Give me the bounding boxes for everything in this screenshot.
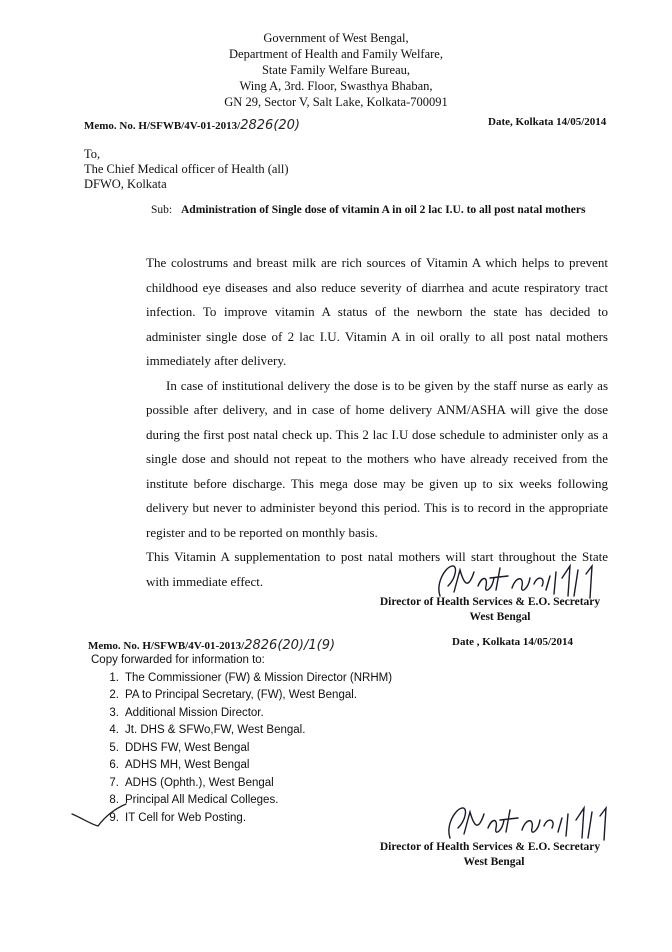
letterhead-line-1: Government of West Bengal, bbox=[263, 31, 409, 45]
copy-list-item: 7. ADHS (Ophth.), West Bengal bbox=[109, 776, 274, 789]
signature-2 bbox=[370, 840, 610, 870]
copy-list-item: 5. DDHS FW, West Bengal bbox=[109, 741, 250, 754]
subject bbox=[151, 202, 591, 218]
check-mark-icon bbox=[70, 800, 130, 830]
copy-list-item: 9. IT Cell for Web Posting. bbox=[109, 811, 247, 824]
letterhead-line-5: GN 29, Sector V, Salt Lake, Kolkata-700091 bbox=[224, 95, 448, 109]
addressee-line-2: DFWO, Kolkata bbox=[84, 177, 167, 191]
letterhead-line-4: Wing A, 3rd. Floor, Swasthya Bhaban, bbox=[239, 79, 433, 93]
memo-2-date: Date , Kolkata 14/05/2014 bbox=[452, 636, 573, 648]
memo-date: Date, Kolkata 14/05/2014 bbox=[488, 116, 607, 128]
letterhead-line-3: State Family Welfare Bureau, bbox=[261, 63, 411, 77]
copy-list-item: 8. Principal All Medical Colleges. bbox=[109, 794, 279, 806]
letterhead-line-2: Department of Health and Family Welfare, bbox=[229, 47, 443, 61]
memo-number-handwritten: 2826(20) bbox=[240, 118, 301, 133]
copy-list-item: 3. Additional Mission Director. bbox=[109, 706, 264, 719]
signature-1-place: West Bengal bbox=[469, 611, 531, 623]
memo-number bbox=[84, 118, 300, 133]
body-paragraph-2: In case of institutional delivery the dose is to be given by the staff nurse as early as possible after delivery, and in case of home delivery ANM/ASHA will give the dose during the first post natal check up. This 2 lac I.U dose schedule to administer only as a single dose and should not repeat to the mothers who have already received from the institute before discharge. This mega dose may be given up to six weeks following delivery but never to administer beyond this period. This is to record in the appropriate register and to be reported on monthly basis. bbox=[146, 377, 608, 540]
body-paragraph-3: This Vitamin A supplementation to post natal mothers will start throughout the State with immediate effect. bbox=[146, 549, 608, 589]
copy-intro: Copy forwarded for information to: bbox=[91, 654, 265, 666]
signature-1 bbox=[370, 595, 610, 625]
body-paragraph-1: The colostrums and breast milk are rich sources of Vitamin A which helps to prevent childhood eye diseases and also reduce severity of diarrhea and acute respiratory tract infection. To improve vitamin A status of the newborn the state has decided to administer single dose of 2 lac I.U. Vitamin A in oil orally to all post natal mothers immediately after delivery. bbox=[146, 255, 608, 368]
letter-body bbox=[146, 251, 608, 594]
subject-text: Administration of Single dose of vitamin A in oil 2 lac I.U. to all post natal mothers bbox=[181, 204, 586, 216]
memo-2-number bbox=[88, 638, 335, 653]
addressee-to: To, bbox=[84, 147, 101, 161]
memo-2-number-label: Memo. No. H/SFWB/4V-01-2013/ bbox=[88, 640, 245, 652]
signature-2-title: Director of Health Services & E.O. Secretary bbox=[379, 841, 601, 853]
copy-list-item: 2. PA to Principal Secretary, (FW), West Bengal. bbox=[109, 689, 357, 701]
memo-2-number-handwritten: 2826(20)/1(9) bbox=[244, 638, 336, 653]
subject-prefix: Sub: bbox=[151, 204, 173, 216]
copy-list bbox=[103, 670, 411, 828]
copy-list-item: 4. Jt. DHS & SFWo,FW, West Bengal. bbox=[109, 724, 306, 736]
signature-1-title: Director of Health Services & E.O. Secretary bbox=[379, 596, 601, 608]
addressee bbox=[84, 147, 289, 192]
copy-list-item: 6. ADHS MH, West Bengal bbox=[109, 759, 250, 771]
memo-number-label: Memo. No. H/SFWB/4V-01-2013/ bbox=[84, 120, 241, 132]
copy-list-item: 1. The Commissioner (FW) & Mission Director (NRHM) bbox=[109, 671, 393, 684]
signature-2-place: West Bengal bbox=[463, 856, 525, 868]
letterhead bbox=[0, 30, 672, 110]
copy-forwarded bbox=[91, 652, 411, 827]
addressee-line-1: The Chief Medical officer of Health (all) bbox=[84, 162, 289, 176]
